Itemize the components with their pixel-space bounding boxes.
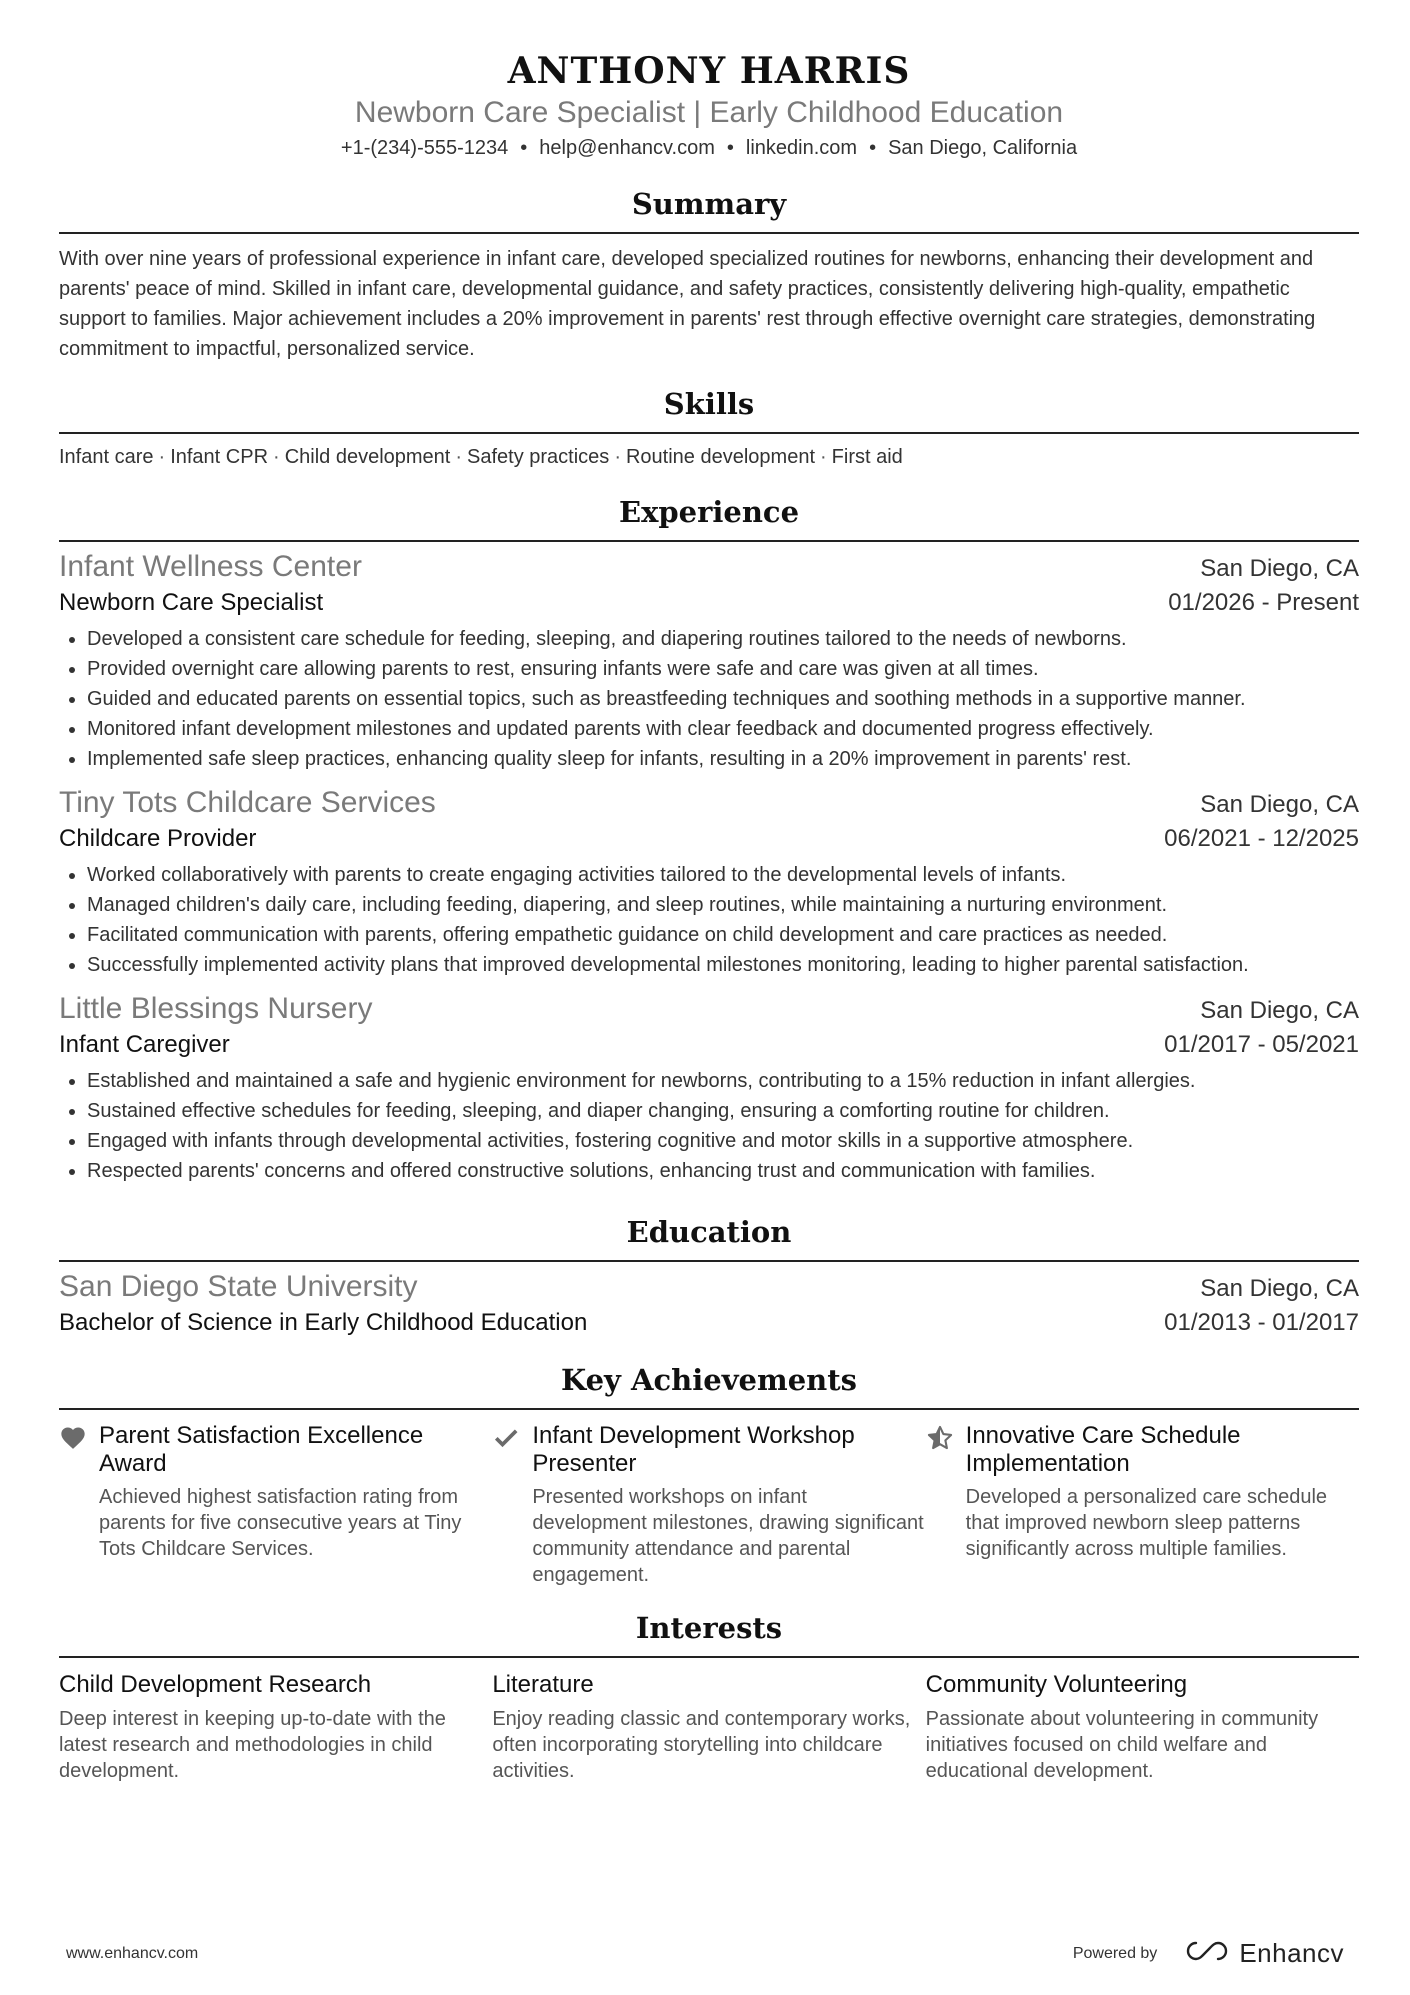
job-role: Infant Caregiver: [59, 1031, 230, 1058]
job-bullet: • Monitored infant development milestones and updated parents with clear feedback and documented progress effectively.: [87, 714, 1359, 744]
interest-item: [926, 1670, 1359, 1784]
achievement-item: [59, 1422, 492, 1588]
job-company: Little Blessings Nursery: [59, 992, 373, 1025]
interest-desc: Enjoy reading classic and contemporary works, often incorporating storytelling into childcare activities.: [492, 1708, 911, 1782]
job-bullets: [59, 624, 1359, 774]
achievement-desc: Developed a personalized care schedule that improved newborn sleep patterns significantly across multiple families.: [965, 1486, 1328, 1560]
job-dates: 06/2021 - 12/2025: [1164, 825, 1359, 852]
job-entry: [59, 990, 1359, 1186]
job-bullets: [59, 1066, 1359, 1186]
phone: +1-(234)-555-1234: [340, 137, 509, 159]
powered-by: [1073, 1938, 1344, 1969]
job-entry: [59, 784, 1359, 980]
job-bullet: • Respected parents' concerns and offered constructive solutions, enhancing trust and communication with families.: [87, 1156, 1359, 1186]
education-school: San Diego State University: [59, 1270, 418, 1303]
candidate-tagline: Newborn Care Specialist | Early Childhood Education: [354, 96, 1064, 129]
linkedin-link[interactable]: linkedin.com: [745, 137, 858, 159]
achievements-section: [59, 1362, 1359, 1588]
achievement-desc: Presented workshops on infant development milestones, drawing significant community attendance and parental engagement.: [532, 1486, 924, 1586]
job-dates: 01/2017 - 05/2021: [1164, 1031, 1359, 1058]
job-location: San Diego, CA: [1200, 997, 1359, 1024]
skill-item: Routine development: [625, 446, 815, 468]
footer-website-link[interactable]: www.enhancv.com: [66, 1944, 199, 1962]
section-title-skills: Skills: [59, 386, 1359, 434]
summary-section: [59, 186, 1359, 364]
section-title-interests: Interests: [59, 1610, 1359, 1658]
skill-item: Safety practices: [467, 446, 610, 468]
achievement-title: Parent Satisfaction Excellence Award: [99, 1422, 424, 1477]
interest-item: [59, 1670, 492, 1784]
education-section: [59, 1214, 1359, 1340]
email-link[interactable]: help@enhancv.com: [539, 137, 715, 159]
contact-line: [59, 134, 1359, 162]
job-bullet: • Established and maintained a safe and hygienic environment for newborns, contributing to a 15% reduction in infant allergies.: [87, 1066, 1359, 1096]
enhancv-brand[interactable]: Enhancv: [1239, 1938, 1344, 1968]
job-role: Childcare Provider: [59, 825, 257, 852]
job-bullet: • Implemented safe sleep practices, enhancing quality sleep for infants, resulting in a 20% improvement in parents' rest.: [87, 744, 1359, 774]
summary-text: With over nine years of professional experience in infant care, developed specialized routines for newborns, enhancing their development and parents' peace of mind. Skilled in infant care, developmental guidance, and safety practices, consistently delivering high-quality, empathetic support to families. Major achievement includes a 20% improvement in parents' rest through effective overnight care strategies, demonstrating commitment to impactful, personalized service.: [59, 248, 1316, 360]
job-entry: [59, 548, 1359, 774]
education-degree: Bachelor of Science in Early Childhood Education: [59, 1309, 588, 1336]
page-footer: [66, 1938, 1344, 1969]
separator-dot: •: [726, 137, 734, 159]
job-location: San Diego, CA: [1200, 791, 1359, 818]
check-icon: [492, 1422, 532, 1588]
skill-item: Infant CPR: [170, 446, 269, 468]
interest-desc: Deep interest in keeping up-to-date with the latest research and methodologies in child development.: [59, 1708, 446, 1782]
education-dates: 01/2013 - 01/2017: [1164, 1309, 1359, 1336]
skills-list: Infant care · Infant CPR · Child development · Safety practices · Routine development · First aid: [59, 446, 903, 468]
interest-title: Child Development Research: [59, 1671, 372, 1698]
interests-section: [59, 1610, 1359, 1784]
star-icon: [926, 1422, 966, 1588]
skill-item: Child development: [284, 446, 451, 468]
job-company: Tiny Tots Childcare Services: [59, 786, 436, 819]
section-title-achievements: Key Achievements: [59, 1362, 1359, 1410]
heart-icon: [59, 1422, 99, 1588]
job-bullets: [59, 860, 1359, 980]
resume-page: [59, 50, 1359, 1784]
education-location: San Diego, CA: [1200, 1275, 1359, 1302]
job-bullet: • Developed a consistent care schedule for feeding, sleeping, and diapering routines tailored to the needs of newborns.: [87, 624, 1359, 654]
job-bullet: • Guided and educated parents on essential topics, such as breastfeeding techniques and soothing methods in a supportive manner.: [87, 684, 1359, 714]
achievement-item: [492, 1422, 925, 1588]
job-bullet: • Successfully implemented activity plans that improved developmental milestones monitoring, leading to higher parental satisfaction.: [87, 950, 1359, 980]
job-bullet: • Facilitated communication with parents, offering empathetic guidance on child development and care practices as needed.: [87, 920, 1359, 950]
skill-item: First aid: [831, 446, 903, 468]
section-title-education: Education: [59, 1214, 1359, 1262]
candidate-name: ANTHONY HARRIS: [507, 50, 911, 92]
separator-dot: •: [520, 137, 528, 159]
job-bullet: • Provided overnight care allowing parents to rest, ensuring infants were safe and care was given at all times.: [87, 654, 1359, 684]
job-bullet: • Managed children's daily care, including feeding, diapering, and sleep routines, while maintaining a nurturing environment.: [87, 890, 1359, 920]
section-title-experience: Experience: [59, 494, 1359, 542]
interest-item: [492, 1670, 925, 1784]
powered-by-label: Powered by: [1072, 1944, 1158, 1962]
job-company: Infant Wellness Center: [59, 550, 362, 583]
enhancv-logo-icon: [1185, 1939, 1231, 1968]
job-bullet: • Worked collaboratively with parents to create engaging activities tailored to the developmental levels of infants.: [87, 860, 1359, 890]
achievement-desc: Achieved highest satisfaction rating from parents for five consecutive years at Tiny Tots Childcare Services.: [99, 1486, 462, 1560]
separator-dot: •: [869, 137, 877, 159]
achievement-title: Innovative Care Schedule Implementation: [965, 1422, 1241, 1477]
skills-section: [59, 386, 1359, 472]
achievement-item: [926, 1422, 1359, 1588]
job-location: San Diego, CA: [1200, 555, 1359, 582]
achievement-title: Infant Development Workshop Presenter: [532, 1422, 855, 1477]
skill-item: Infant care: [59, 446, 154, 468]
job-bullet: • Engaged with infants through developmental activities, fostering cognitive and motor skills in a supportive atmosphere.: [87, 1126, 1359, 1156]
job-role: Newborn Care Specialist: [59, 589, 324, 616]
education-entry: [59, 1268, 1359, 1340]
achievements-grid: [59, 1422, 1359, 1588]
job-dates: 01/2026 - Present: [1168, 589, 1359, 616]
interest-title: Community Volunteering: [925, 1671, 1188, 1698]
job-bullet: • Sustained effective schedules for feeding, sleeping, and diaper changing, ensuring a comforting routine for children.: [87, 1096, 1359, 1126]
location: San Diego, California: [888, 137, 1078, 159]
interest-desc: Passionate about volunteering in community initiatives focused on child welfare and educational development.: [925, 1708, 1319, 1782]
interests-grid: [59, 1670, 1359, 1784]
section-title-summary: Summary: [59, 186, 1359, 234]
experience-section: [59, 494, 1359, 1186]
interest-title: Literature: [492, 1671, 594, 1698]
